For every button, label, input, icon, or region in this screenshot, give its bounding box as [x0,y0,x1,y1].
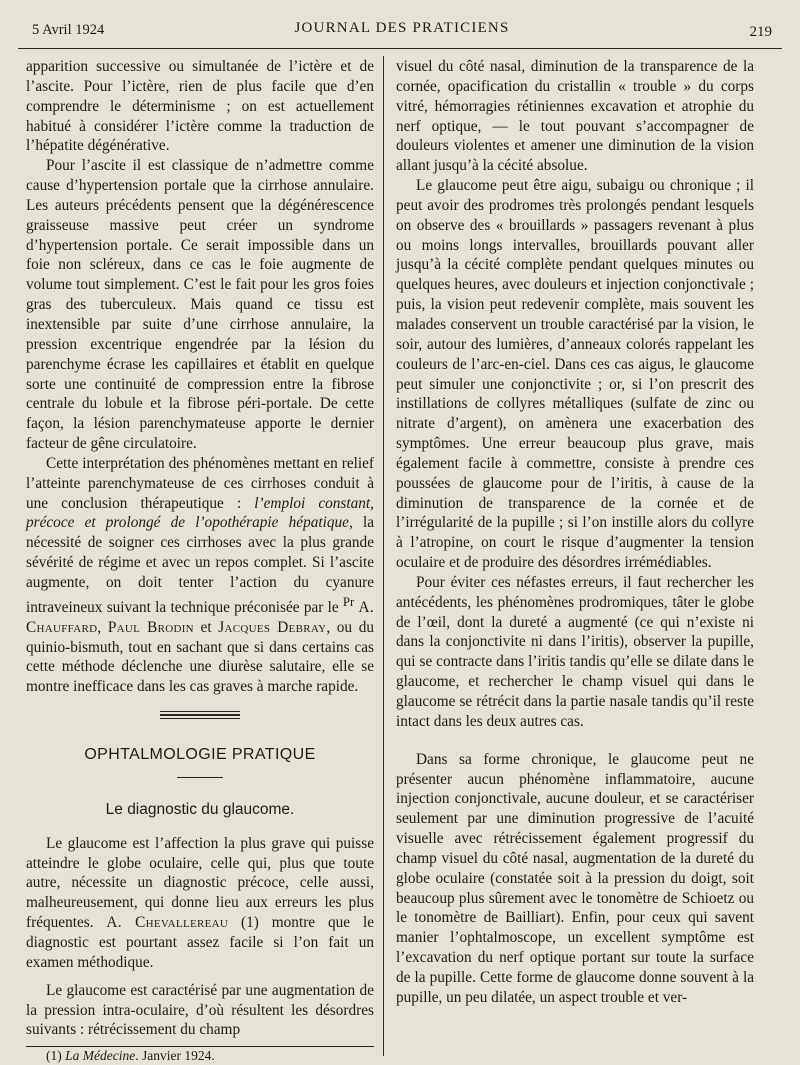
section-rule [177,777,223,778]
article-title: Le diagnostic du glaucome. [105,800,295,818]
footnote: (1) La Médecine. Janvier 1924. [46,1048,215,1064]
paragraph: Dans sa forme chronique, le glaucome peut ne présenter aucun phénomène inflammatoire, aucune injection conjonctivale, aucune douleur, et se caractériser seulement par une diminution progressive de l’acuité visuelle avec rétrécissement également progressif du champ visuel du côté nasal, augmentation de la dureté du globe oculaire (constatée soit à la pression du doigt, soit beaucoup plus sûrement avec le tonomètre de Schioetz ou le tonomètre de Bailliart). Enfin, pour ceux qui savent manier l’ophtalmoscope, un excellent symptôme est l’excavation du nerf optique portant sur toute la surface de la pupille. Cette forme de glaucome donne souvent à la pupille, un peu dilatée, un aspect trouble et ver- [396,750,754,1006]
emphasis-text: l’emploi constant, précoce et prolongé de l’opothérapie hépatique [26,494,375,532]
paragraph: apparition successive ou simultanée de l’ictère et de l’ascite. Pour l’ictère, rien de plus facile que d’en comprendre le déterminisme ; on est actuellement habitué à considérer l’ictère comme la traduction de l’hépatite dégénérative. [26,58,374,155]
author-name: Jacques Debray [218,618,327,636]
paragraph: Le glaucome est caractérisé par une augmentation de la pression intra-oculaire, d’où résultent les désordres suivants : rétrécissement du champ [26,981,374,1039]
paragraph: visuel du côté nasal, diminution de la transparence de la cornée, opacification du cristallin « trouble » du corps vitré, hémorragies rétiniennes excavation et atrophie du nerf optique, — le tout pouvant s’accompagner de douleurs violentes et amener une diminution de la vision allant jusqu’à la cécité absolue. [396,58,754,175]
paragraph: Cette interprétation des phénomènes mettant en relief l’atteinte parenchymateuse de ces cirrhoses conduit à une conclusion thérapeutique : l’emploi constant, précoce et prolongé de l’opothérapie hépatique, la nécessité de soigner ces cirrhoses avec la plus grande sévérité de régime et avec un repos complet. Si l’ascite augmente, on doit tenter l’action du cyanure intraveineux suivant la technique préconisée par le $^{Pr}$ A. Chauffard, Paul Brodin et Jacques Debray, ou du quinio-bismuth, tout en sachant que si dans certains cas cette méthode déclenche une diurèse salutaire, elle se montre inefficace dans les cas graves à marche rapide. [26,454,375,696]
journal-title: JOURNAL DES PRATICIENS [294,20,510,36]
issue-date: 5 Avril 1924 [32,22,105,38]
paragraph: Le glaucome est l’affection la plus grave qui puisse atteindre le globe oculaire, celle qui, plus que toute autre, nécessite un diagnostic précoce, celle aussi, malheureusement, qui donne lieu aux erreurs les plus fréquentes. A. Chevallereau (1) montre que le diagnostic est pourtant assez facile si l’on fait un examen méthodique. [26,834,374,971]
right-column [396,57,754,1008]
paragraph: Pour l’ascite il est classique de n’admettre comme cause d’hypertension portale que la cirrhose annulaire. Les auteurs précédents pensent que la dégénérescence graisseuse massive peut créer un syndrome d’hypertension portale. Ce serait impossible dans un foie non scléreux, dans ce cas le foie augmente de volume tout simplement. C’est le fait pour les gros foies gras des tuberculeux. Mais quand ce tissu est inextensible par suite d’une cirrhose annulaire, la pression excentrique engendrée par la lésion du parenchyme écrase les capillaires et établit en quelque sorte une continuité de compression entre la fibrose centrale du lobule et la fibrose péri-portale. De cette façon, la lésion parenchymateuse apporte le dernier facteur de gêne circulatoire. [26,157,374,453]
section-separator [160,711,240,719]
author-name: A. Chauffard [26,598,375,636]
paragraph: Le glaucome peut être aigu, subaigu ou chronique ; il peut avoir des prodromes très prolongés pendant lesquels on observe des « brouillards » passagers revenant à plus ou moins longs intervalles, brouillards pouvant aller jusqu’à la cécité complète pendant quelques minutes ou quelques heures, avec douleurs et injection conjonctivale ; puis, la vision peut redevenir complète, mais souvent les malades conservent un trouble caractérisé par la vision, le soir, autour des lumières, d’anneaux colorés rappelant les couleurs de l’arc-en-ciel. Dans ces cas aigus, le glaucome peut simuler une conjonctivite ; or, si l’on prescrit des instillations de collyres métalliques (sulfate de zinc ou nitrate d’argent), on amènera une exacerbation des symptômes. Une erreur beaucoup plus grave, mais également facile à commettre, consiste à prendre ces poussées de glaucome pour de l’iritis, à cause de la diminution de transparence de la cornée et de l’irrégularité de la pupille ; si l’on instille alors du collyre à l’atropine, on court le risque d’augmenter la tension oculaire et de produire des désordres irrémédiables. [396,177,754,572]
author-name: A. Chevallereau [106,914,229,932]
header-rule [18,48,782,49]
page-number: 219 [749,24,772,40]
column-divider [383,56,384,1056]
paragraph: Pour éviter ces néfastes erreurs, il faut rechercher les antécédents, les phénomènes prodromiques, tâter le globe de l’œil, dont la dureté a augmenté (ce qui n’existe ni dans la conjonctivite ni dans l’iritis), observer la pupille, qui se contracte dans l’iritis tandis qu’elle se dilate dans le glaucome, et rechercher le champ visuel qui dans le glaucome se rétrécit dans la partie nasale tandis qu’il reste intact dans les deux autres cas. [396,573,754,730]
running-header [32,20,772,46]
author-name: Paul Brodin [107,618,194,636]
left-column [26,57,374,1065]
section-title: OPHTALMOLOGIE PRATIQUE [84,746,316,764]
